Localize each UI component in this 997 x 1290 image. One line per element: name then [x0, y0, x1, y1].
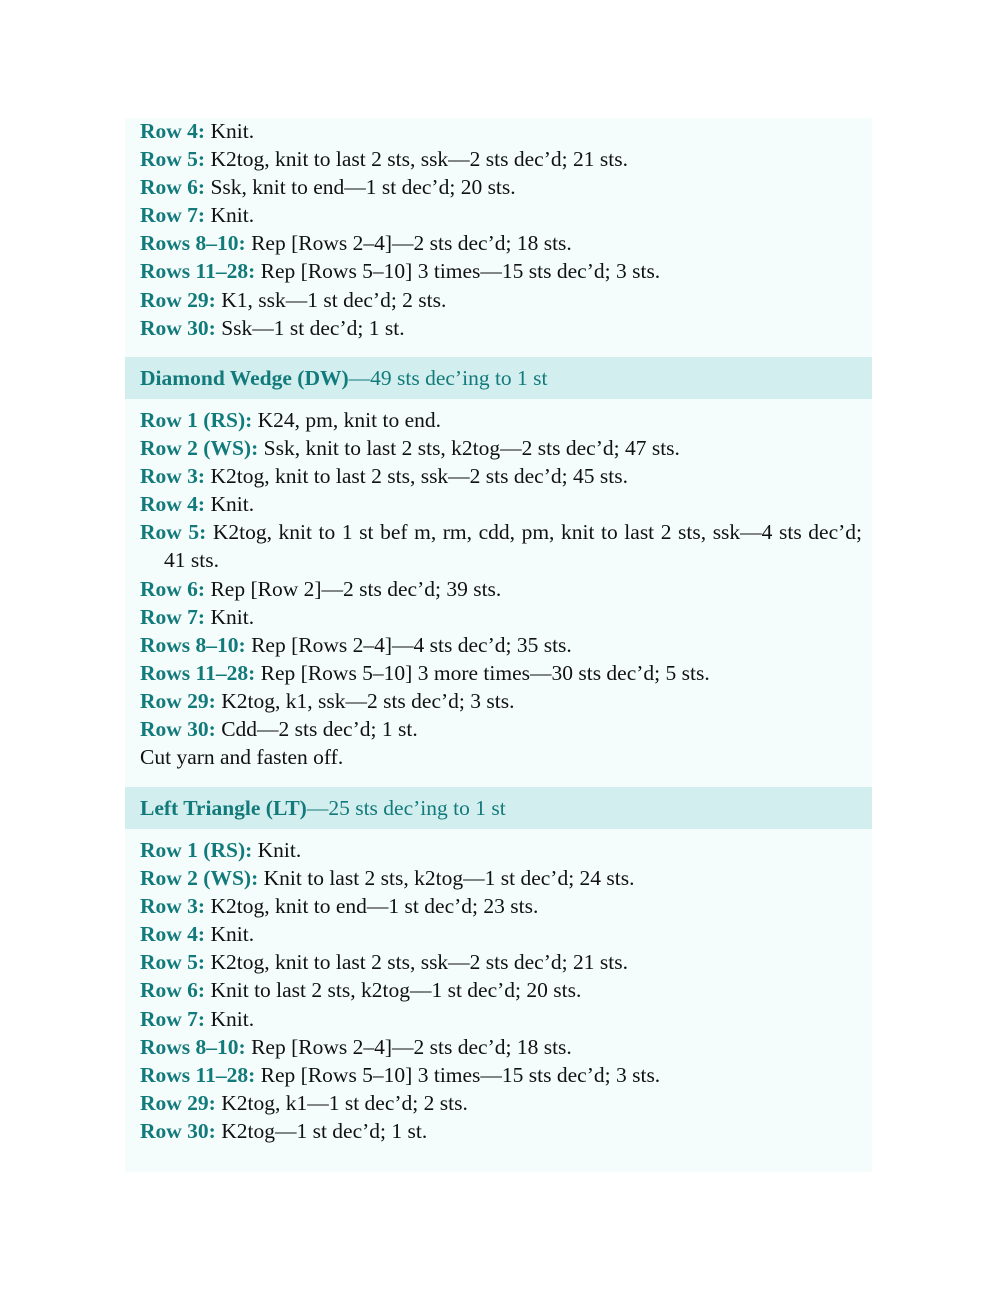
row-instruction: K1, ssk—1 st dec’d; 2 sts. [215, 287, 447, 312]
row-label: Row 29: [140, 1090, 216, 1115]
row-instruction: Knit. [205, 203, 255, 228]
row-instruction: Ssk, knit to end—1 st dec’d; 20 sts. [205, 175, 516, 200]
row-line [140, 173, 862, 201]
row-line [140, 715, 862, 743]
row-instruction: Knit. [252, 838, 302, 862]
row-instruction: K2tog, knit to end—1 st dec’d; 23 sts. [205, 894, 539, 919]
row-instruction: Rep [Row 2]—2 sts dec’d; 39 sts. [205, 576, 502, 601]
row-instruction: K2tog, knit to last 2 sts, ssk—2 sts dec’d; 45 sts. [205, 464, 628, 489]
row-line [140, 603, 862, 631]
row-line [140, 406, 862, 434]
row-label: Row 5: [140, 520, 207, 545]
row-instruction: Knit to last 2 sts, k2tog—1 st dec’d; 20 sts. [205, 978, 582, 1003]
row-label: Row 3: [140, 464, 206, 489]
row-line [140, 687, 862, 715]
row-instruction: K2tog, knit to last 2 sts, ssk—2 sts dec’d; 21 sts. [205, 147, 628, 172]
row-label: Row 30: [140, 717, 216, 742]
row-label: Row 29: [140, 688, 216, 713]
section-header-left-triangle [125, 787, 872, 829]
row-line [140, 117, 862, 145]
row-line [140, 864, 862, 892]
row-label: Row 30: [140, 1118, 216, 1143]
row-line [140, 892, 862, 920]
row-label: Row 30: [140, 315, 216, 340]
row-line [140, 490, 862, 518]
row-line [140, 920, 862, 948]
row-label: Row 6: [140, 978, 206, 1003]
section-title: Left Triangle (LT) [140, 796, 307, 820]
row-instruction: K2tog—1 st dec’d; 1 st. [215, 1118, 428, 1143]
row-label: Row 1 (RS): [140, 408, 253, 432]
row-label: Rows 11–28: [140, 1062, 256, 1087]
row-instruction: K2tog, k1, ssk—2 sts dec’d; 3 sts. [215, 688, 515, 713]
row-instruction: Knit. [205, 922, 255, 947]
row-label: Row 5: [140, 950, 206, 975]
row-line [140, 1089, 862, 1117]
row-label: Rows 8–10: [140, 231, 246, 256]
row-line [140, 314, 862, 342]
section-header-diamond-wedge [125, 357, 872, 399]
row-line [140, 1033, 862, 1061]
row-line [140, 462, 862, 490]
section-title: Diamond Wedge (DW) [140, 366, 349, 390]
row-label: Row 5: [140, 147, 206, 172]
row-instruction: Knit. [205, 492, 255, 517]
row-instruction: Knit. [205, 1006, 255, 1031]
row-line [140, 631, 862, 659]
row-label: Row 3: [140, 894, 206, 919]
section-subtitle: —25 sts dec’ing to 1 st [306, 796, 506, 820]
row-label: Row 2 (WS): [140, 866, 259, 891]
row-label: Row 1 (RS): [140, 838, 253, 862]
row-line [140, 948, 862, 976]
section-diamond-wedge-rows [125, 406, 872, 771]
row-label: Row 6: [140, 576, 206, 601]
row-instruction: Rep [Rows 2–4]—2 sts dec’d; 18 sts. [245, 231, 572, 256]
row-label: Row 4: [140, 922, 206, 947]
row-instruction: K24, pm, knit to end. [252, 408, 441, 432]
row-line [140, 257, 862, 285]
row-instruction: Rep [Rows 2–4]—2 sts dec’d; 18 sts. [245, 1034, 572, 1059]
row-instruction: Knit. [205, 604, 255, 629]
row-label: Row 2 (WS): [140, 436, 259, 461]
row-line [140, 145, 862, 173]
section-continued-rows [125, 117, 872, 342]
row-label: Row 7: [140, 604, 206, 629]
row-line [140, 201, 862, 229]
row-instruction: Rep [Rows 5–10] 3 times—15 sts dec’d; 3 sts. [255, 259, 661, 284]
row-instruction: K2tog, k1—1 st dec’d; 2 sts. [215, 1090, 468, 1115]
row-label: Rows 11–28: [140, 660, 256, 685]
closing-instruction: Cut yarn and fasten off. [140, 745, 344, 770]
row-label: Row 4: [140, 492, 206, 517]
row-line [140, 575, 862, 603]
row-line [140, 229, 862, 257]
row-label: Row 29: [140, 287, 216, 312]
section-left-triangle-rows [125, 836, 872, 1145]
row-instruction: K2tog, knit to last 2 sts, ssk—2 sts dec’d; 21 sts. [205, 950, 628, 975]
row-label: Row 7: [140, 203, 206, 228]
row-label: Rows 8–10: [140, 632, 246, 657]
row-instruction: Rep [Rows 2–4]—4 sts dec’d; 35 sts. [245, 632, 572, 657]
row-line [140, 518, 862, 574]
row-label: Rows 11–28: [140, 259, 256, 284]
row-line [140, 836, 862, 864]
row-instruction: Knit. [205, 119, 255, 143]
row-line [140, 1005, 862, 1033]
row-label: Row 4: [140, 119, 206, 143]
row-line [140, 1117, 862, 1145]
row-line [140, 1061, 862, 1089]
row-line [140, 286, 862, 314]
row-instruction: K2tog, knit to 1 st bef m, rm, cdd, pm, knit to last 2 sts, ssk—4 sts dec’d; 41 sts. [164, 520, 862, 573]
row-label: Rows 8–10: [140, 1034, 246, 1059]
row-instruction: Ssk, knit to last 2 sts, k2tog—2 sts dec’d; 47 sts. [258, 436, 680, 461]
row-instruction: Cdd—2 sts dec’d; 1 st. [215, 717, 418, 742]
row-instruction: Knit to last 2 sts, k2tog—1 st dec’d; 24 sts. [258, 866, 635, 891]
row-instruction: Rep [Rows 5–10] 3 more times—30 sts dec’d; 5 sts. [255, 660, 710, 685]
row-instruction: Ssk—1 st dec’d; 1 st. [215, 315, 405, 340]
row-instruction: Rep [Rows 5–10] 3 times—15 sts dec’d; 3 sts. [255, 1062, 661, 1087]
row-line [140, 659, 862, 687]
row-label: Row 7: [140, 1006, 206, 1031]
row-label: Row 6: [140, 175, 206, 200]
section-subtitle: —49 sts dec’ing to 1 st [348, 366, 548, 390]
row-line [140, 434, 862, 462]
row-line [140, 976, 862, 1004]
